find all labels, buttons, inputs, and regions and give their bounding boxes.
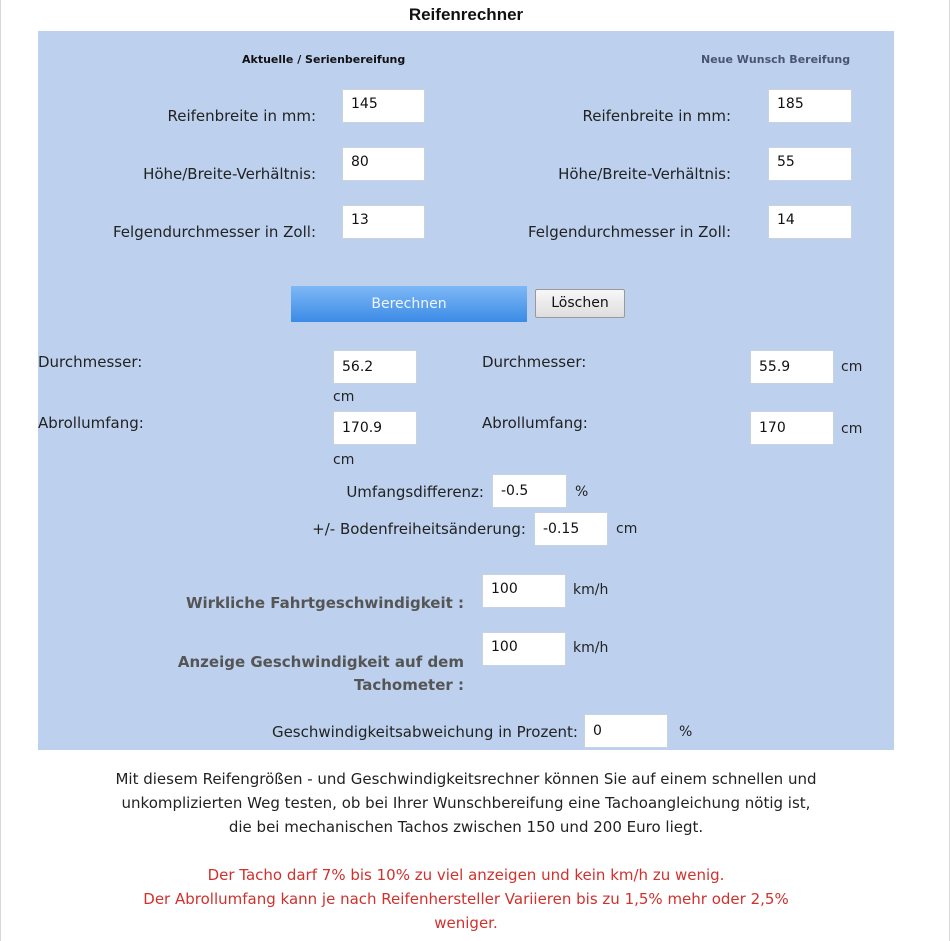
display-speed-input[interactable]: 100 (482, 632, 566, 666)
display-speed-label-line1: Anzeige Geschwindigkeit auf dem (177, 653, 464, 671)
real-speed-label: Wirkliche Fahrtgeschwindigkeit : (185, 594, 464, 612)
desired-ratio-input[interactable]: 55 (768, 147, 852, 181)
current-ratio-label: Höhe/Breite-Verhältnis: (143, 165, 316, 183)
current-diameter-label: Durchmesser: (38, 353, 143, 371)
calculator-panel (38, 31, 894, 750)
warning-line-1: Der Tacho darf 7% bis 10% zu viel anzeigen und kein km/h zu wenig. (207, 866, 725, 884)
current-rim-input[interactable]: 13 (342, 205, 425, 239)
circumference-diff-unit: % (575, 484, 589, 500)
page-title: Reifenrechner (408, 5, 524, 24)
desired-diameter-unit: cm (841, 359, 863, 375)
real-speed-unit: km/h (573, 582, 609, 598)
clear-button[interactable]: Löschen (535, 289, 625, 318)
info-line-3: die bei mechanischen Tachos zwischen 150 und 200 Euro liegt. (228, 818, 704, 836)
current-circumference-output: 170.9 (333, 411, 417, 445)
desired-tires-heading: Neue Wunsch Bereifung (701, 53, 851, 66)
speed-deviation-unit: % (679, 724, 693, 740)
desired-width-input[interactable]: 185 (768, 89, 852, 123)
current-diameter-unit: cm (333, 389, 355, 405)
ground-clearance-output: -0.15 (534, 512, 608, 546)
display-speed-label-line2: Tachometer : (353, 676, 464, 694)
current-tires-heading: Aktuelle / Serienbereifung (242, 53, 406, 66)
current-width-label: Reifenbreite in mm: (167, 107, 316, 125)
desired-circumference-unit: cm (841, 421, 863, 437)
desired-circumference-label: Abrollumfang: (482, 414, 588, 432)
speed-deviation-output: 0 (584, 714, 668, 748)
desired-circumference-output: 170 (750, 411, 834, 445)
current-width-input[interactable]: 145 (342, 89, 425, 123)
circumference-diff-output: -0.5 (492, 474, 567, 508)
real-speed-input[interactable]: 100 (482, 574, 566, 608)
warning-line-2: Der Abrollumfang kann je nach Reifenhersteller Variieren bis zu 1,5% mehr oder 2,5% (143, 890, 789, 908)
current-circumference-label: Abrollumfang: (38, 414, 144, 432)
display-speed-label (178, 651, 464, 697)
warning-text (1, 863, 931, 935)
info-text (1, 767, 931, 839)
ground-clearance-unit: cm (616, 521, 638, 537)
calculate-button[interactable]: Berechnen (291, 286, 527, 322)
info-line-2: unkomplizierten Weg testen, ob bei Ihrer Wunschbereifung eine Tachoangleichung nötig ist, (121, 794, 811, 812)
speed-deviation-label: Geschwindigkeitsabweichung in Prozent: (271, 723, 578, 741)
desired-diameter-label: Durchmesser: (482, 353, 587, 371)
info-line-1: Mit diesem Reifengrößen - und Geschwindigkeitsrechner können Sie auf einem schnellen und (115, 770, 817, 788)
display-speed-unit: km/h (573, 640, 609, 656)
current-circumference-unit: cm (333, 452, 355, 468)
circumference-diff-label: Umfangsdifferenz: (346, 483, 484, 501)
desired-rim-label: Felgendurchmesser in Zoll: (528, 223, 731, 241)
desired-diameter-output: 55.9 (750, 350, 834, 384)
ground-clearance-label: +/- Bodenfreiheitsänderung: (312, 520, 526, 538)
warning-line-3: weniger. (434, 914, 498, 932)
desired-rim-input[interactable]: 14 (768, 205, 852, 239)
current-ratio-input[interactable]: 80 (342, 147, 425, 181)
desired-width-label: Reifenbreite in mm: (582, 107, 731, 125)
current-rim-label: Felgendurchmesser in Zoll: (113, 223, 316, 241)
current-diameter-output: 56.2 (333, 350, 417, 384)
desired-ratio-label: Höhe/Breite-Verhältnis: (558, 165, 731, 183)
